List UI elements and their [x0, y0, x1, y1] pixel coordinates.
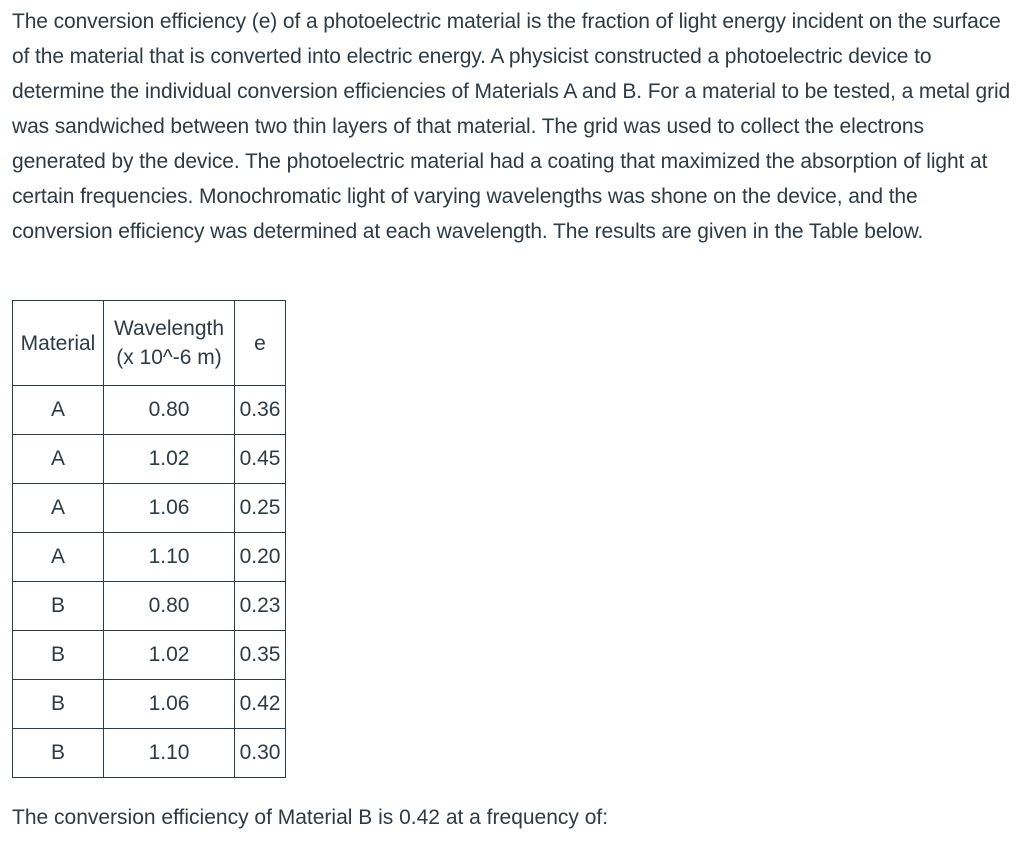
cell-e: 0.20: [235, 533, 286, 582]
cell-e: 0.35: [235, 631, 286, 680]
cell-e: 0.36: [235, 386, 286, 435]
passage-text: The conversion efficiency (e) of a photoelectric material is the fraction of light energy incident on the surface of the material that is converted into electric energy. A physicist constructed a photoelectric device to determine the individual conversion efficiencies of Materials A and B. For a material to be tested, a metal grid was sandwiched between two thin layers of that material. The grid was used to collect the electrons generated by the device. The photoelectric material had a coating that maximized the absorption of light at certain frequencies. Monochromatic light of varying wavelengths was shone on the device, and the conversion efficiency was determined at each wavelength. The results are given in the Table below.: [12, 10, 1011, 243]
cell-wavelength: 0.80: [104, 582, 235, 631]
cell-e: 0.30: [235, 729, 286, 778]
cell-wavelength: 1.06: [104, 680, 235, 729]
cell-wavelength: 1.02: [104, 631, 235, 680]
cell-e: 0.25: [235, 484, 286, 533]
cell-material: B: [13, 680, 104, 729]
header-e: e: [235, 301, 286, 386]
header-material: Material: [13, 301, 104, 386]
cell-e: 0.42: [235, 680, 286, 729]
table-row: [13, 631, 286, 680]
cell-wavelength: 0.80: [104, 386, 235, 435]
cell-e: 0.45: [235, 435, 286, 484]
table-header-row: [13, 301, 286, 386]
cell-wavelength: 1.06: [104, 484, 235, 533]
header-wavelength-line2: (x 10^-6 m): [116, 346, 222, 369]
cell-material: A: [13, 435, 104, 484]
cell-e: 0.23: [235, 582, 286, 631]
table-row: [13, 729, 286, 778]
table-row: [13, 484, 286, 533]
question-text: The conversion efficiency of Material B is 0.42 at a frequency of:: [12, 806, 609, 829]
table-row: [13, 435, 286, 484]
cell-material: A: [13, 533, 104, 582]
cell-material: B: [13, 631, 104, 680]
cell-material: B: [13, 729, 104, 778]
cell-material: A: [13, 484, 104, 533]
header-wavelength-line1: Wavelength: [113, 317, 225, 340]
cell-material: B: [13, 582, 104, 631]
results-table: [12, 300, 286, 778]
table-row: [13, 582, 286, 631]
cell-material: A: [13, 386, 104, 435]
table-row: [13, 386, 286, 435]
table-row: [13, 533, 286, 582]
cell-wavelength: 1.10: [104, 729, 235, 778]
table-row: [13, 680, 286, 729]
header-wavelength: [104, 301, 235, 386]
cell-wavelength: 1.10: [104, 533, 235, 582]
cell-wavelength: 1.02: [104, 435, 235, 484]
